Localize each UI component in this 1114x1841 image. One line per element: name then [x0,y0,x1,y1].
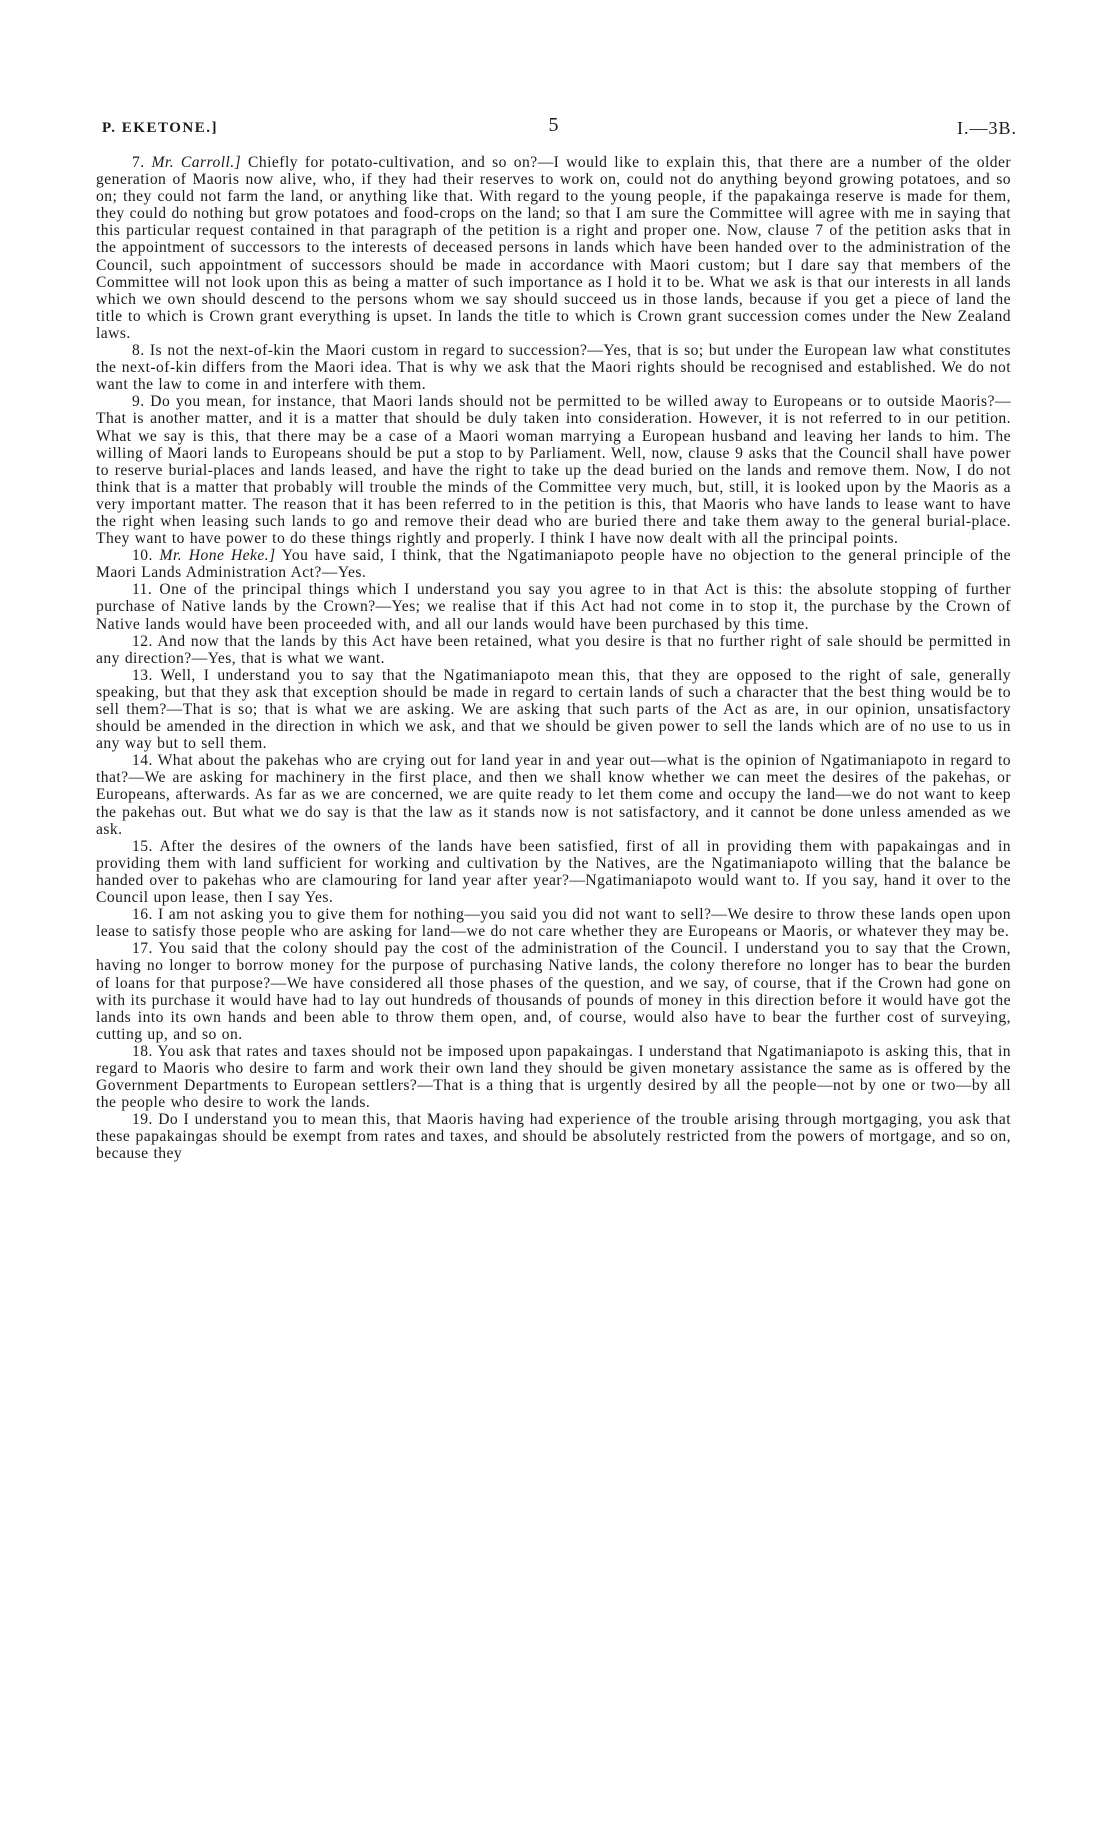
paragraph-text: After the desires of the owners of the lands have been satisfied, first of all in providing them with papakaingas and in providing them with land sufficient for working and cultivation by the Natives, are the Ngatimaniapoto willing that the balance be handed over to pakehas who are clamouring for land year after year?—Ngatimaniapoto would want to. If you say, hand it over to the Council upon lease, then I say Yes. [96,837,1011,907]
paragraph [96,581,1011,632]
paragraph-text: You said that the colony should pay the cost of the administration of the Council. I understand you to say that the Crown, having no longer to borrow money for the purpose of purchasing Native lands, the colony therefore no longer has to bear the burden of loans for that purpose?—We have considered all those phases of the question, and we say, of course, that if the Crown had gone on with its purchase it would have had to lay out hundreds of thousands of pounds of money in this direction before it would have got the lands into its own hands and been able to throw them open, and, of course, would also have to bear the further cost of surveying, cutting up, and so on. [96,940,1011,1043]
paragraph-text: Do you mean, for instance, that Maori lands should not be permitted to be willed away to Europeans or to outside Maoris?—That is another matter, and it is a matter that should be duly taken into consideration. However, it is not referred to in our petition. What we say is this, that there may be a case of a Maori woman marrying a European husband and leaving her lands to him. The willing of Maori lands to Europeans should be put a stop to by Parliament. Well, now, clause 9 asks that the Council shall have power to reserve burial-places and lands leased, and have the right to take up the dead buried on the lands and remove them. Now, I do not think that is a matter that probably will trouble the minds of the Committee very much, but, still, it is looked upon by the Maoris as a very important matter. The reason that it has been referred to in the petition is this, that Maoris who have lands to lease want to have the right when leasing such lands to go and remove their dead who are buried there and take them away to the general burial-place. They want to have power to do these things rightly and properly. I think I have now dealt with all the principal points. [96,393,1011,548]
question-number: 11. [132,581,153,599]
question-number: 14. [132,752,153,770]
page-number: 5 [548,114,559,136]
paragraph [96,906,1011,940]
paragraph-text: You ask that rates and taxes should not be imposed upon papakaingas. I understand that Ngatimaniapoto is asking this, that in regard to Maoris who desire to farm and work their own land they should be given monetary assistance the same as is offered by the Government Departments to European settlers?—That is a thing that is urgently desired by all the people—not by one or two—by all the people who desire to work the lands. [96,1042,1011,1112]
paragraph-text: Chiefly for potato-cultivation, and so on?—I would like to explain this, that there are a number of the older generation of Maoris now alive, who, if they had their reserves to work on, could not do anything beyond growing potatoes, and so on; they could not farm the land, or anything like that. With regard to the young people, if the papakainga reserve is made for them, they could do nothing but grow potatoes and food-crops on the land; so that I am sure the Committee will agree with me in saying that this particular request contained in that paragraph of the petition is a right and proper one. Now, clause 7 of the petition asks that in the appointment of successors to the interests of deceased persons in lands which have been handed over to the administration of the Council, such appointment of successors should be made in accordance with Maori custom; but I dare say that members of the Committee will not look upon this as being a matter of such importance as I hold it to be. What we ask is that our interests in all lands which we own should descend to the persons whom we say should succeed us in those lands, because if you get a piece of land the title to which is Crown grant everything is upset. In lands the title to which is Crown grant succession comes under the New Zealand laws. [96,154,1012,342]
paragraph [96,940,1011,1043]
paragraph [96,1043,1011,1111]
speaker: Mr. Hone Heke.] [159,547,276,565]
paragraph [96,752,1011,837]
speaker: Mr. Carroll.] [151,154,242,171]
paragraph [96,547,1011,581]
paragraph-text: Do I understand you to mean this, that Maoris having had experience of the trouble arising through mortgaging, you ask that these papakaingas should be exempt from rates and taxes, and should be absolutely restricted from the powers of mortgage, and so on, because they [96,1111,1011,1163]
paragraph [96,342,1011,393]
paragraph [96,667,1011,752]
document-reference: I.—3B. [957,118,1017,138]
question-number: 16. [132,906,153,924]
question-number: 9. [132,393,145,411]
question-number: 7. [132,154,145,171]
paragraph [96,154,1011,342]
paragraph [96,393,1011,547]
page-header [96,110,1017,144]
paragraph-text: What about the pakehas who are crying out for land year in and year out—what is the opinion of Ngatimaniapoto in regard to that?—We are asking for machinery in the first place, and then we shall know whether we can meet the desires of the pakehas, or Europeans, afterwards. As far as we are concerned, we are quite ready to let them come and occupy the land—we do not want to keep the pakehas out. But what we do say is that the law as it stands now is not satisfactory, and it cannot be done unless amended as we ask. [96,752,1012,838]
question-number: 13. [132,666,153,684]
paragraph-text: One of the principal things which I understand you say you agree to in that Act is this: the absolute stopping of further purchase of Native lands by the Crown?—Yes; we realise that if this Act had not come in to stop it, the purchase by the Crown of Native lands would have been proceeded with, and all our lands would have been purchased by this time. [96,581,1011,633]
paragraph [96,1111,1011,1162]
paragraph [96,838,1011,906]
question-number: 12. [132,632,153,650]
question-number: 19. [132,1111,153,1129]
question-number: 10. [132,547,153,565]
question-number: 17. [132,940,153,958]
paragraph-text: And now that the lands by this Act have been retained, what you desire is that no further right of sale should be permitted in any direction?—Yes, that is what we want. [96,632,1012,667]
question-number: 15. [132,837,153,855]
question-number: 18. [132,1042,153,1060]
paragraph-text: Is not the next-of-kin the Maori custom in regard to succession?—Yes, that is so; but under the European law what constitutes the next-of-kin differs from the Maori idea. That is why we ask that the Maori rights should be recognised and established. We do not want the law to come in and interfere with them. [96,342,1011,394]
paragraph-text: You have said, I think, that the Ngatimaniapoto people have no objection to the general principle of the Maori Lands Administration Act?—Yes. [96,547,1011,582]
witness-name: P. EKETONE.] [102,120,218,136]
paragraph-text: Well, I understand you to say that the Ngatimaniapoto mean this, that they are opposed to the right of sale, generally speaking, but that they ask that exception should be made in regard to certain lands of such a character that the best thing would be to sell them?—That is so; that is what we are asking. We are asking that such parts of the Act as are, in our opinion, unsatisfactory should be amended in the direction in which we ask, and that we should be given power to sell the lands which are of no use to us in any way but to sell them. [96,666,1011,753]
document-page [96,110,1017,1163]
paragraph [96,633,1011,667]
minutes-body [96,154,1011,1163]
paragraph-text: I am not asking you to give them for nothing—you said you did not want to sell?—We desire to throw these lands open upon lease to satisfy those people who are asking for land—we do not care whether they are Europeans or Maoris, or whatever they may be. [96,906,1011,941]
question-number: 8. [132,342,145,360]
